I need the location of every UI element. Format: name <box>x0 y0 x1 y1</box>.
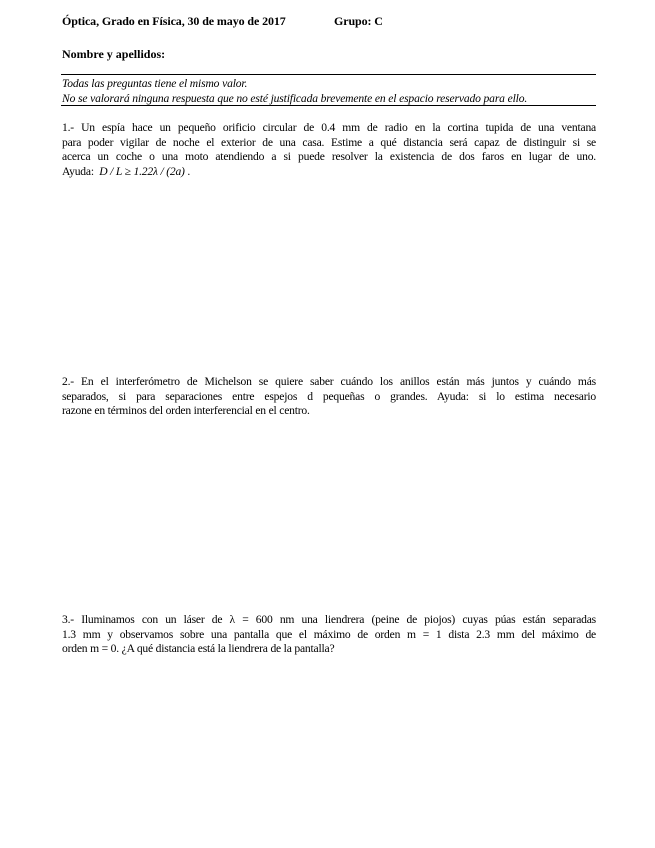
group-label: Grupo: C <box>334 14 383 28</box>
question-1-hint <box>62 165 596 180</box>
question-1-line-1: 1.- Un espía hace un pequeño orificio circular de 0.4 mm de radio en la cortina tupida de una ventana <box>62 121 596 134</box>
question-2-line-1: 2.- En el interferómetro de Michelson se quiere saber cuándo los anillos están más juntos y cuándo más <box>62 375 596 388</box>
hint-prefix: Ayuda: <box>62 164 94 178</box>
question-3-line-1: 3.- Iluminamos con un láser de λ = 600 nm una liendrera (peine de piojos) cuyas púas están separadas <box>62 613 596 626</box>
divider-top <box>61 74 596 75</box>
instruction-line-1: Todas las preguntas tiene el mismo valor. <box>62 77 248 90</box>
divider-bottom <box>61 105 596 106</box>
hint-formula: D / L ≥ 1.22λ / (2a) <box>99 164 185 178</box>
question-2 <box>62 375 596 419</box>
question-3-line-3: orden m = 0. ¿A qué distancia está la liendrera de la pantalla? <box>62 642 335 656</box>
name-label: Nombre y apellidos: <box>62 47 166 61</box>
instructions-block <box>62 77 597 106</box>
exam-title: Óptica, Grado en Física, 30 de mayo de 2017 <box>62 14 286 28</box>
hint-suffix: . <box>187 164 191 178</box>
question-1-line-2: para poder vigilar de noche el exterior de una casa. Estime a qué distancia será capaz de distinguir si se <box>62 135 596 149</box>
question-3 <box>62 613 596 657</box>
question-2-line-2: separados, si para separaciones entre espejos d pequeñas o grandes. Ayuda: si lo estima necesario <box>62 389 596 403</box>
question-2-line-3: razone en términos del orden interferencial en el centro. <box>62 404 310 418</box>
exam-header <box>62 14 383 29</box>
question-3-line-2: 1.3 mm y observamos sobre una pantalla que el máximo de orden m = 1 dista 2.3 mm del máximo de <box>62 627 596 641</box>
instruction-line-2: No se valorará ninguna respuesta que no esté justificada brevemente en el espacio reservado para ello. <box>62 91 528 105</box>
question-1-line-3: acerca un coche o una moto atendiendo a si puede resolver la existencia de dos faros en lugar de uno. <box>62 150 596 164</box>
question-1 <box>62 121 596 179</box>
